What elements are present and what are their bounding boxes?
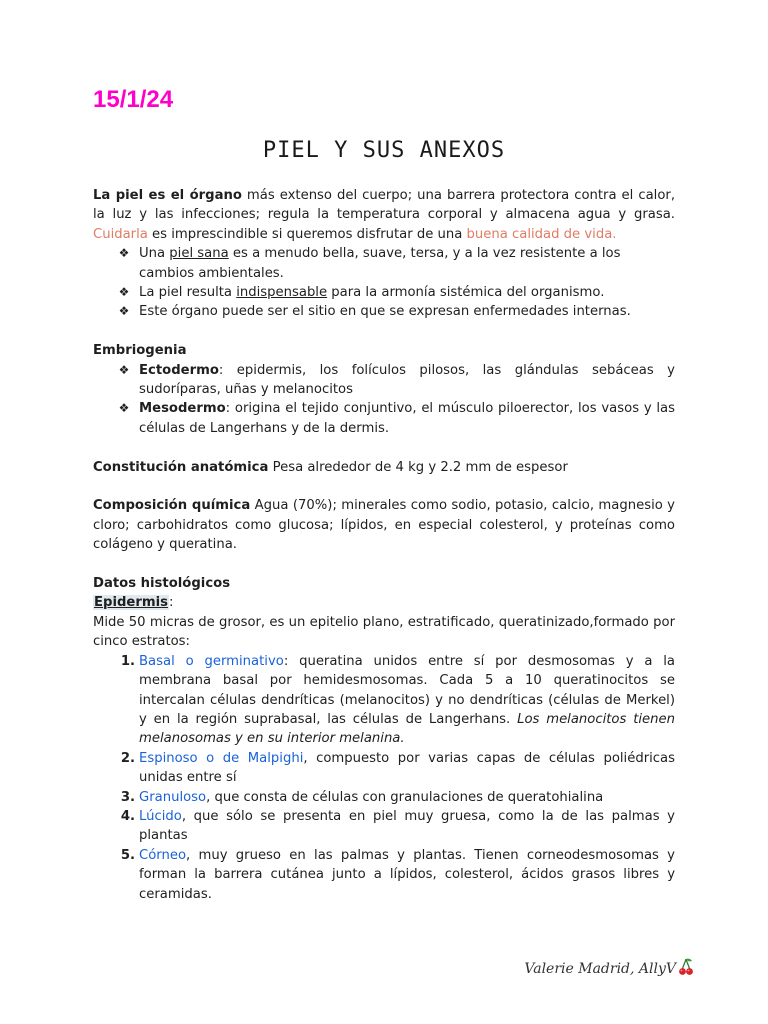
- layer-name: Espinoso o de Malpighi: [139, 750, 304, 766]
- list-item: [93, 361, 675, 400]
- term: Mesodermo: [139, 401, 226, 417]
- list-item: [93, 788, 675, 807]
- list-item: [93, 749, 675, 788]
- term-description: Pesa alrededor de 4 kg y 2.2 mm de espesor: [268, 459, 568, 475]
- layer-description: , que sólo se presenta en piel muy gruesa, como la de las palmas y plantas: [139, 808, 675, 844]
- intro-text-1: más extenso del cuerpo; una barrera protectora contra el calor, la luz y las infecciones; regula la temperatura corporal y almacena agua y grasa.: [93, 188, 676, 223]
- list-item: [93, 244, 675, 283]
- intro-bullet-list: [93, 244, 675, 322]
- constitucion-paragraph: [93, 458, 675, 477]
- layer-description: , que consta de células con granulaciones de queratohialina: [206, 789, 604, 805]
- term: Ectodermo: [139, 362, 219, 378]
- diamond-bullet-icon: ❖: [118, 304, 130, 319]
- epidermis-layers-list: [93, 652, 675, 904]
- intro-highlight-1: Cuidarla: [93, 226, 148, 242]
- term: Constitución anatómica: [93, 459, 269, 475]
- list-item: [93, 399, 675, 438]
- bullet-text: para la armonía sistémica del organismo.: [327, 285, 605, 301]
- diamond-bullet-icon: ❖: [118, 285, 130, 300]
- diamond-bullet-icon: ❖: [118, 362, 130, 377]
- bullet-underlined: indispensable: [236, 285, 328, 301]
- layer-name: Granuloso: [139, 789, 207, 805]
- epidermis-intro: Mide 50 micras de grosor, es un epitelio plano, estratificado, queratinizado,formado por cinco estratos:: [93, 614, 675, 650]
- layer-name: Lúcido: [139, 808, 182, 824]
- intro-text-2: es imprescindible si queremos disfrutar de una: [147, 226, 467, 242]
- diamond-bullet-icon: ❖: [118, 246, 130, 261]
- bullet-underlined: piel sana: [169, 246, 229, 262]
- term-description: : epidermis, los folículos pilosos, las glándulas sebáceas y sudoríparas, uñas y melanocitos: [139, 362, 675, 398]
- intro-highlight-2: buena calidad de vida.: [466, 226, 617, 242]
- bullet-text: es a menudo bella, suave, tersa, y a la vez resistente a los cambios ambientales.: [139, 246, 621, 281]
- cherry-icon: [678, 958, 694, 980]
- histologia-heading: Datos histológicos: [93, 576, 231, 592]
- embriogenia-heading: Embriogenia: [93, 343, 187, 359]
- term: Composición química: [93, 498, 251, 514]
- layer-name: Basal o germinativo: [139, 653, 284, 669]
- list-number: 1.: [120, 653, 135, 669]
- list-number: 4.: [120, 808, 135, 824]
- list-item: [93, 652, 675, 749]
- list-number: 5.: [120, 847, 135, 863]
- bullet-text: Este órgano puede ser el sitio en que se expresan enfermedades internas.: [139, 304, 631, 320]
- layer-description: , compuesto por varias capas de células poliédricas unidas entre sí: [139, 750, 675, 786]
- list-number: 3.: [120, 789, 135, 805]
- bullet-text: La piel resulta: [139, 285, 237, 301]
- document-body: [93, 186, 675, 904]
- page-title: PIEL Y SUS ANEXOS: [262, 138, 506, 163]
- epidermis-colon: :: [168, 595, 174, 611]
- signature: [524, 958, 694, 980]
- epidermis-label: Epidermis: [94, 595, 168, 611]
- intro-paragraph: [93, 186, 675, 244]
- embriogenia-list: [93, 361, 675, 439]
- term-description: Agua (70%); minerales como sodio, potasio, calcio, magnesio y cloro; carbohidratos como glucosa; lípidos, en especial colesterol, y proteínas como colágeno y queratina.: [93, 498, 675, 553]
- layer-description: : queratina unidos entre sí por desmosomas y a la membrana basal por hemidesmosomas. Cada 5 a 10 queratinocitos se intercalan células dendríticas (melanocitos) y no dendríticas (células de Merkel) y en la región suprabasal, las células de Langerhans.: [139, 653, 675, 727]
- list-item: [93, 807, 675, 846]
- layer-name: Córneo: [139, 847, 187, 863]
- list-item: [93, 283, 675, 302]
- layer-note: Los melanocitos tienen melanosomas y en su interior melanina.: [139, 711, 675, 747]
- diamond-bullet-icon: ❖: [118, 401, 130, 416]
- bullet-text: Una: [139, 246, 170, 262]
- date-heading: 15/1/24: [93, 86, 174, 113]
- list-item: [93, 302, 675, 321]
- layer-description: , muy grueso en las palmas y plantas. Tienen corneodesmosomas y forman la barrera cutánea junto a lípidos, colesterol, ácidos grasos libres y ceramidas.: [139, 847, 675, 902]
- composicion-paragraph: [93, 496, 675, 554]
- term-description: : origina el tejido conjuntivo, el músculo piloerector, los vasos y las células de Langerhans y de la dermis.: [139, 401, 675, 436]
- intro-bold-lead: La piel es el órgano: [93, 188, 242, 203]
- list-item: [93, 846, 675, 904]
- signature-text: Valerie Madrid, AllyV: [524, 961, 676, 977]
- list-number: 2.: [120, 750, 135, 766]
- epidermis-subheading: [93, 593, 675, 612]
